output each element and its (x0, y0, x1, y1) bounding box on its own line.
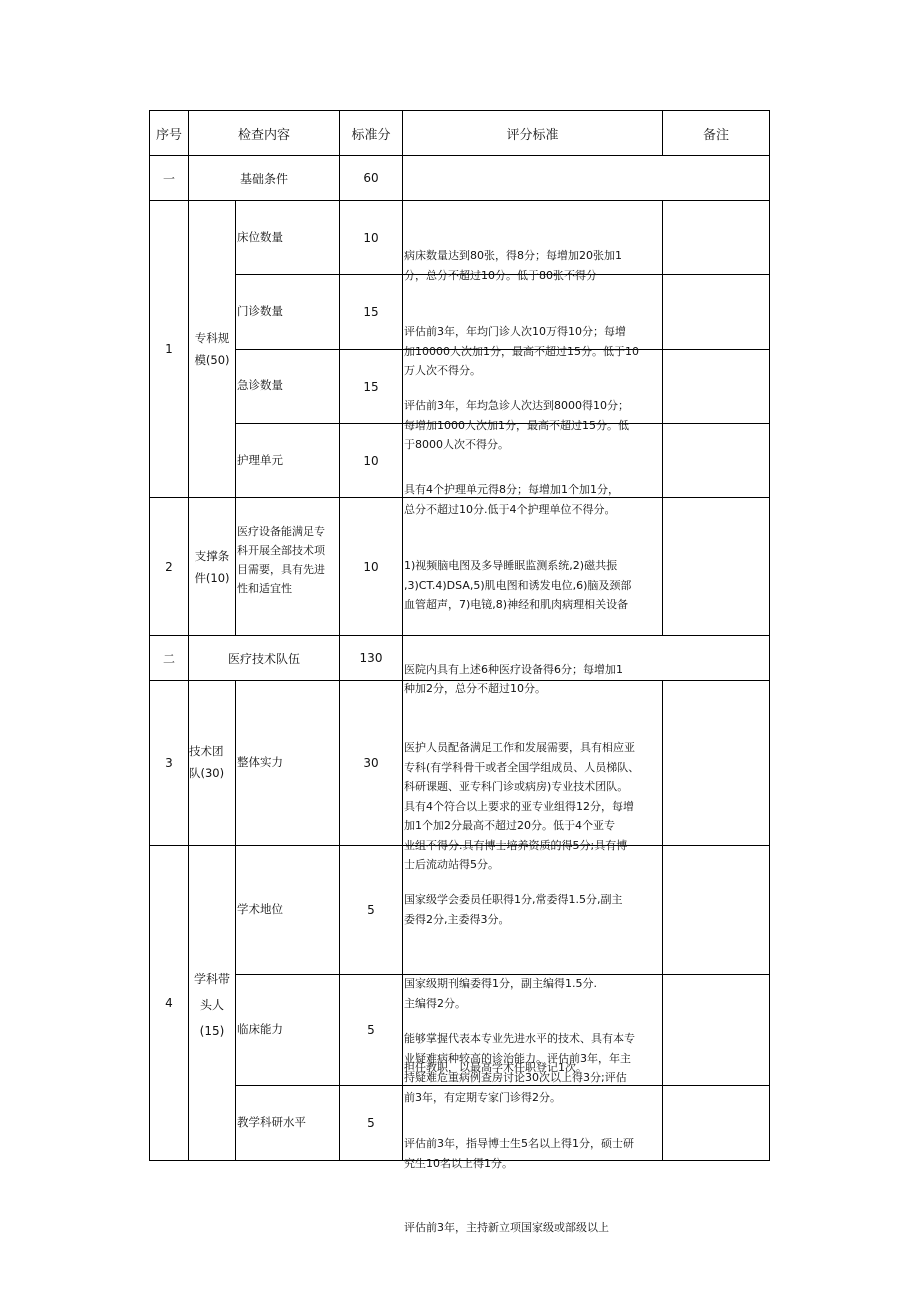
header-seq: 序号 (155, 127, 182, 143)
category-line: 技术团 (189, 744, 224, 758)
criteria-teaching-research (404, 1095, 662, 1234)
criteria-paragraph: 医院内具有上述6种医疗设备得6分；每增加1 种加2分，总分不超过10分。 (404, 662, 623, 695)
criteria-paragraph: 评估前3年，主持新立项国家级或部级以上 (404, 1221, 609, 1234)
category-line: 学科带 (193, 972, 230, 986)
header-remark: 备注 (702, 127, 729, 143)
criteria-paragraph: 病床数量达到80张，得8分；每增加20张加1 分，总分不超过10分。低于80张不得分 (404, 249, 622, 282)
item-clinical-ability: 临床能力 (237, 1022, 283, 1036)
criteria-paragraph: 国家级学会委员任职得1分,常委得1.5分,副主 委得2分,主委得3分。 (404, 893, 623, 926)
criteria-outpatient-count (404, 283, 662, 377)
criteria-paragraph: 评估前3年，年均急诊人次达到8000得10分； 每增加1000人次加1分，最高不超过15分。低 于8000人次不得分。 (404, 399, 629, 451)
item-line: 医疗设备能满足专 (237, 525, 325, 538)
criteria-paragraph: 评估前3年，年均门诊人次10万得10分；每增 加10000人次加1分，最高不超过15分。低于10 万人次不得分。 (404, 325, 639, 377)
category-line: 专科规 (194, 331, 230, 345)
category-line: 队(30) (189, 766, 225, 780)
score-outpatient-count: 15 (363, 305, 379, 319)
group-3-category (189, 740, 235, 784)
header-content: 检查内容 (237, 127, 290, 143)
score-medical-equipment: 10 (363, 559, 379, 574)
criteria-overall-strength (404, 699, 662, 871)
item-outpatient-count: 门诊数量 (237, 304, 283, 318)
criteria-paragraph: 评估前3年，指导博士生5名以上得1分，硕士研 究生10名以上得1分。 (404, 1137, 634, 1170)
criteria-paragraph: 国家级期刊编委得1分，副主编得1.5分. 主编得2分。 (404, 977, 597, 1010)
item-emergency-count: 急诊数量 (237, 378, 283, 392)
section-1-name: 基础条件 (239, 171, 288, 186)
category-line: 模(50) (194, 353, 230, 367)
header-criteria: 评分标准 (506, 127, 559, 143)
criteria-nursing-units (404, 441, 662, 516)
group-4-seq: 4 (165, 996, 173, 1010)
criteria-paragraph: 具有4个护理单元得8分；每增加1个加1分， 总分不超过10分.低于4个护理单位不得分。 (404, 483, 619, 516)
item-teaching-research: 教学科研水平 (237, 1115, 306, 1129)
criteria-bed-count (404, 207, 662, 282)
criteria-clinical-ability (404, 990, 662, 1104)
criteria-emergency-count (404, 357, 662, 451)
group-2-seq: 2 (165, 559, 173, 574)
criteria-paragraph: 1)视频脑电图及多导睡眠监测系统,2)磁共振 ,3)CT.4)DSA,5)肌电图和诱发电位,6)脑及颈部 血管超声，7)电镜,8)神经和肌肉病理相关设备 (404, 559, 632, 611)
group-3-seq: 3 (165, 756, 173, 770)
score-clinical-ability: 5 (367, 1023, 375, 1037)
section-2-score: 130 (359, 651, 383, 665)
criteria-medical-equipment (404, 517, 662, 695)
section-1-score: 60 (363, 171, 379, 185)
item-medical-equipment (237, 522, 338, 598)
section-2-seq: 二 (162, 651, 175, 666)
item-academic-status: 学术地位 (237, 902, 283, 916)
score-emergency-count: 15 (363, 379, 379, 394)
category-line: 件(10) (194, 570, 230, 585)
score-academic-status: 5 (367, 903, 375, 917)
section-1-seq: 一 (162, 171, 175, 186)
score-nursing-units: 10 (363, 453, 379, 468)
score-teaching-research: 5 (367, 1116, 375, 1130)
score-bed-count: 10 (363, 230, 379, 245)
criteria-paragraph: 医护人员配备满足工作和发展需要，具有相应亚 专科(有学科骨干或者全国学组成员、人员梯队、 科研课题、亚专科门诊或病房)专业技术团队。 具有4个符合以上要求的亚专业组得12分，每增 加1个加2分最高不超过20分。低于4个亚专 业组不得分.具有博士培养资质的得5分;具有博 士后流动站得5分。 (404, 741, 640, 871)
item-bed-count: 床位数量 (237, 230, 283, 244)
item-nursing-units: 护理单元 (237, 453, 283, 467)
score-overall-strength: 30 (363, 756, 379, 770)
item-line: 性和适宜性 (237, 582, 292, 595)
group-1-seq: 1 (165, 342, 173, 356)
criteria-paragraph: 能够掌握代表本专业先进水平的技术、具有本专 业疑难病种较高的诊治能力。评估前3年，年主 持疑难危重病例查房讨论30次以上得3分;评估 前3年，有定期专家门诊得2分。 (404, 1032, 635, 1104)
section-2-name: 医疗技术队伍 (227, 651, 300, 666)
header-score: 标准分 (351, 127, 391, 143)
item-line: 目需要，具有先进 (237, 563, 325, 576)
item-line: 科开展全部技术项 (237, 544, 325, 557)
criteria-paragraph: 担任教职，以最高学术任职登记1次。 (404, 1061, 587, 1074)
category-line: 头人 (199, 998, 224, 1012)
category-line: (15) (199, 1024, 225, 1038)
group-2-category (189, 498, 235, 635)
category-line: 支撑条 (194, 548, 230, 563)
group-1-category (189, 201, 235, 497)
group-4-category (189, 966, 235, 1044)
item-overall-strength: 整体实力 (237, 755, 283, 769)
